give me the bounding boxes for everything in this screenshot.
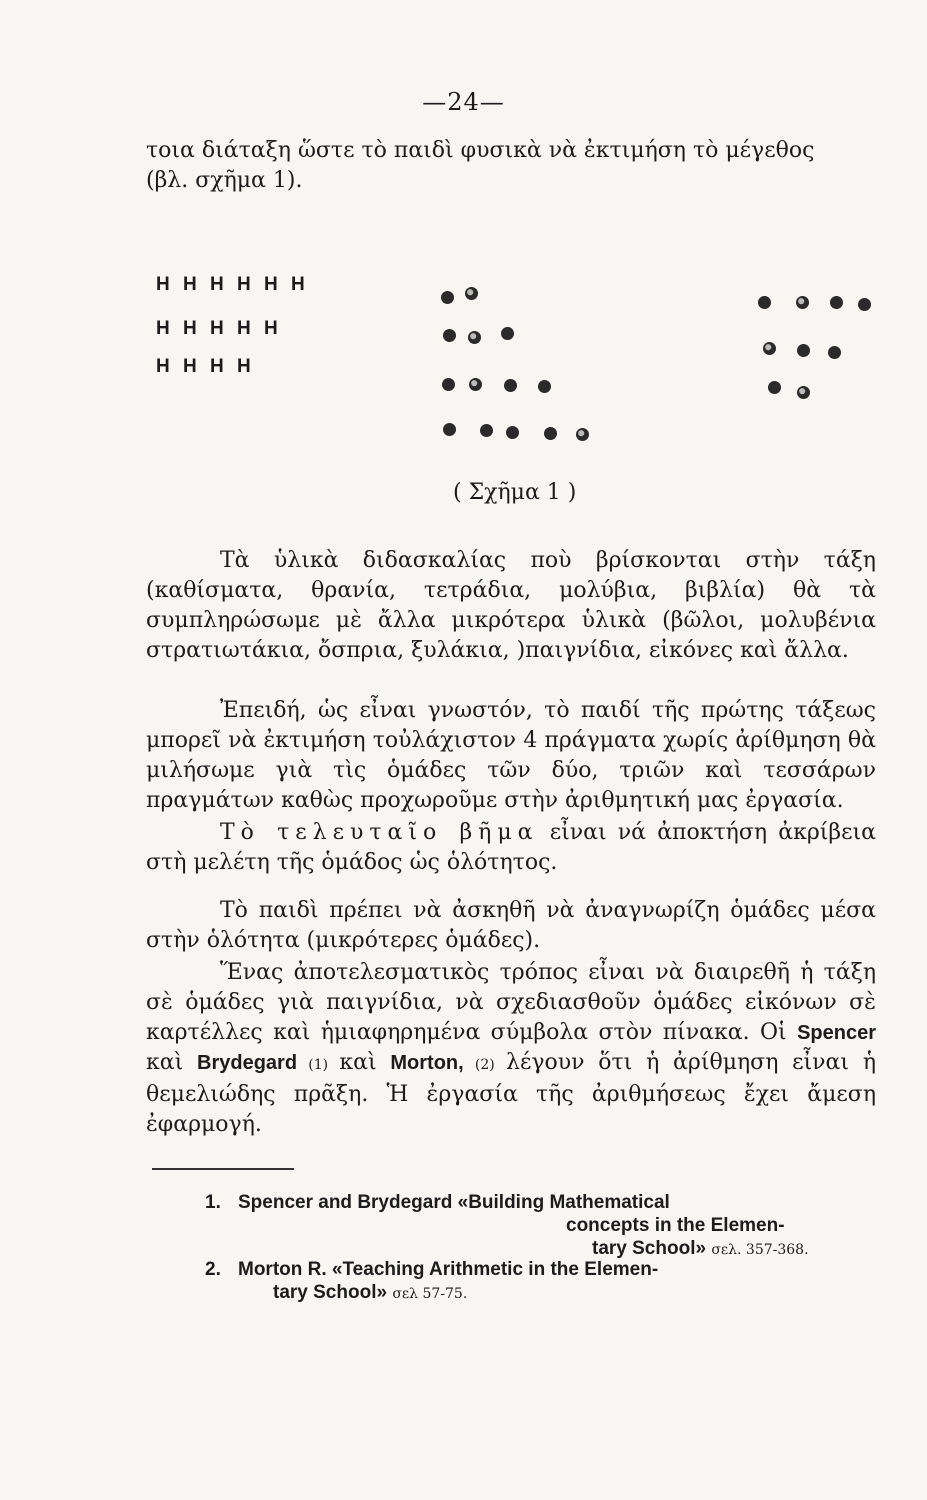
paragraph-methods: [146, 958, 876, 1140]
h-letter: H: [183, 318, 197, 339]
h-row-1: [156, 274, 318, 296]
h-letter: H: [210, 318, 224, 339]
h-letter: H: [291, 274, 305, 295]
figure-dot: [469, 378, 482, 391]
intro-paragraph: [146, 136, 876, 196]
figure-dot: [828, 346, 841, 359]
paragraph-estimation: Ἐπειδή, ὡς εἶναι γνωστόν, τὸ παιδί τῆς πρώτης τάξεως μπορεῖ νὰ ἐκτιμήση τοὐλάχιστον 4 πράγματα χωρίς ἀρίθμηση θὰ μιλήσωμε γιὰ τὶς ὁμάδες τῶν δύο, τριῶν καὶ τεσσάρων πραγμάτων καθὼς προχωροῦμε στὴν ἀριθμητική μας ἐργασία.: [146, 698, 876, 813]
paragraph-text: καὶ: [339, 1050, 391, 1075]
h-letter: H: [237, 356, 251, 377]
footnote-ref: (2): [463, 1057, 506, 1073]
figure-dot: [538, 380, 551, 393]
figure-dot: [763, 342, 776, 355]
footnote-pages: σελ 57-75.: [392, 1286, 468, 1302]
footnote-1-line-3: [592, 1238, 809, 1261]
figure-dot: [858, 298, 871, 311]
figure-dot: [506, 426, 519, 439]
footnote-1-number: 1.: [205, 1192, 221, 1213]
footnote-title: tary School»: [592, 1238, 707, 1259]
footnote-2-line-2: [273, 1282, 467, 1305]
page-number: —24—: [422, 88, 505, 116]
author-name: Morton,: [390, 1052, 464, 1074]
figure-dot: [797, 344, 810, 357]
figure-dot: [830, 296, 843, 309]
h-letter: H: [156, 274, 170, 295]
figure-dot: [465, 287, 478, 300]
author-name: Brydegard: [197, 1052, 298, 1074]
footnote-2-line-1: Morton R. «Teaching Arithmetic in the Elemen-: [238, 1259, 659, 1280]
paragraph-text: καὶ: [146, 1050, 198, 1075]
paragraph-materials: Τὰ ὑλικὰ διδασκαλίας ποὺ βρίσκονται στὴν τάξη (καθίσματα, θρανία, τετράδια, μολύβια, βιβλία) θὰ τὰ συμπληρώσωμε μὲ ἄλλα μικρότερα ὑλικὰ (βῶλοι, μολυβένια στρατιωτάκια, ὄσπρια, ξυλάκια, )παιγνίδια, εἰκόνες καὶ ἄλλα.: [146, 548, 876, 663]
figure-dot: [501, 327, 514, 340]
emphasized-phrase: Τὸ τελευταῖο βῆμα: [220, 820, 539, 845]
figure-dot: [797, 386, 810, 399]
figure-dot: [796, 296, 809, 309]
h-letter: H: [264, 274, 278, 295]
paragraph-groups: Τὸ παιδὶ πρέπει νὰ ἀσκηθῆ νὰ ἀναγνωρίζη ὁμάδες μέσα στὴν ὁλότητα (μικρότερες ὁμάδες).: [146, 898, 876, 953]
h-letter: H: [156, 356, 170, 377]
paragraph-last-step: [146, 818, 876, 878]
footnote-1-line-2: concepts in the Elemen-: [566, 1215, 785, 1236]
figure-dot: [504, 379, 517, 392]
h-letter: H: [237, 274, 251, 295]
figure-dot: [441, 291, 454, 304]
paragraph-text: λέγουν ὅτι ἡ ἀρίθμηση εἶναι ἡ θεμελιώδης πρᾶξη. Ἡ ἐργασία τῆς ἀριθμήσεως ἔχει ἄμεση ἐφαρμογή.: [146, 1050, 876, 1137]
figure-dot: [468, 331, 481, 344]
figure-dot: [442, 378, 455, 391]
h-letter: H: [237, 318, 251, 339]
author-name: Spencer: [797, 1022, 876, 1044]
h-row-2: [156, 318, 291, 340]
h-letter: H: [183, 356, 197, 377]
figure-dot: [576, 428, 589, 441]
h-letter: H: [210, 356, 224, 377]
paragraph-text: Ἕνας ἀποτελεσματικὸς τρόπος εἶναι νὰ διαιρεθῆ ἡ τάξη σὲ ὁμάδες γιὰ παιγνίδια, νὰ σχεδιασθοῦν ὁμάδες εἰκόνων σὲ καρτέλλες καὶ ἡμιαφηρημένα σύμβολα στὸν πίνακα. Οἱ: [146, 960, 876, 1045]
footnote-2-number: 2.: [205, 1259, 221, 1280]
h-letter: H: [156, 318, 170, 339]
footnote-title: tary School»: [273, 1282, 388, 1303]
h-letter: H: [183, 274, 197, 295]
figure-dot: [480, 424, 493, 437]
intro-line-2: (βλ. σχῆμα 1).: [146, 168, 303, 193]
figure-dot: [758, 296, 771, 309]
figure-caption: ( Σχῆμα 1 ): [453, 480, 577, 505]
paragraph-text: εἶναι νά ἀποκτήση ἀκρίβεια στὴ μελέτη τῆς ὁμάδος ὡς ὁλότητος.: [146, 820, 876, 875]
intro-line-1: τοια διάταξη ὥστε τὸ παιδὶ φυσικὰ νὰ ἐκτιμήση τὸ μέγεθος: [146, 138, 815, 163]
footnote-pages: σελ. 357-368.: [711, 1242, 809, 1258]
figure-dot: [544, 427, 557, 440]
figure-dot: [443, 329, 456, 342]
h-letter: H: [210, 274, 224, 295]
figure-dot: [443, 423, 456, 436]
footnote-divider: [152, 1168, 294, 1170]
footnote-ref: (1): [297, 1057, 340, 1073]
h-letter: H: [264, 318, 278, 339]
figure-dot: [768, 381, 781, 394]
h-row-3: [156, 356, 264, 378]
footnote-1-line-1: Spencer and Brydegard «Building Mathematical: [238, 1192, 670, 1213]
